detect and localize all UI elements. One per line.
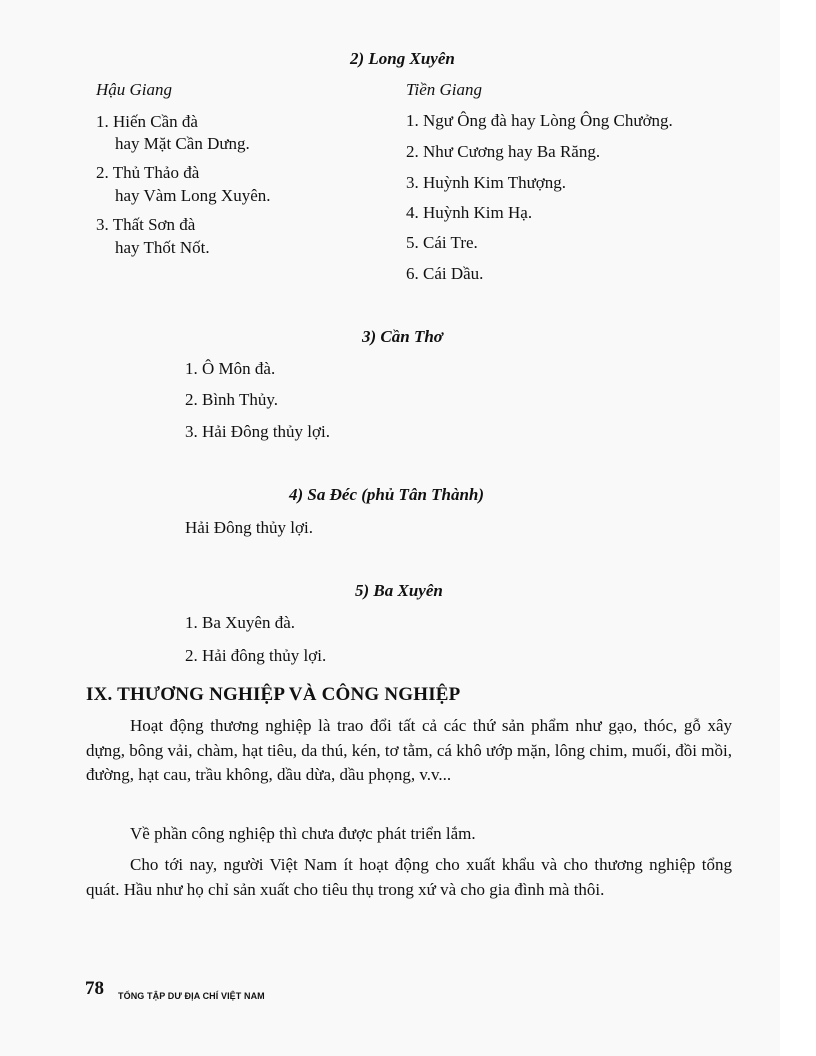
list-item: 2. Bình Thủy. (185, 390, 279, 409)
section-title-sa-dec: 4) Sa Đéc (phủ Tân Thành) (289, 485, 485, 504)
list-item-continuation: hay Mặt Cần Dưng. (115, 134, 250, 153)
list-item-continuation: hay Vàm Long Xuyên. (115, 186, 271, 205)
column-heading-tien-giang: Tiền Giang (406, 80, 483, 99)
list-item-continuation: hay Thốt Nốt. (115, 238, 210, 257)
list-item: 4. Huỳnh Kim Hạ. (406, 203, 533, 222)
section-text: Hải Đông thủy lợi. (185, 518, 313, 537)
list-item: 3. Thất Sơn đà (96, 215, 196, 234)
paragraph: Cho tới nay, người Việt Nam ít hoạt động cho xuất khẩu và cho thương nghiệp tổng quát. Hầu như họ chỉ sản xuất cho tiêu thụ trong xứ và cho gia đình mà thôi. (86, 855, 732, 899)
running-footer-title: TỔNG TẬP DƯ ĐỊA CHÍ VIỆT NAM (118, 991, 265, 1001)
list-item: 1. Hiến Cần đà (96, 112, 198, 131)
list-item: 3. Huỳnh Kim Thượng. (406, 173, 567, 192)
section-title-ba-xuyen: 5) Ba Xuyên (355, 581, 443, 600)
page-number: 78 (85, 978, 104, 999)
list-item: 1. Ngư Ông đà hay Lòng Ông Chưởng. (406, 111, 673, 130)
list-item: 3. Hải Đông thủy lợi. (185, 422, 330, 441)
paragraph: Về phần công nghiệp thì chưa được phát triển lắm. (130, 824, 476, 843)
list-item: 1. Ô Môn đà. (185, 359, 276, 378)
list-item: 2. Thủ Thảo đà (96, 163, 200, 182)
list-item: 1. Ba Xuyên đà. (185, 613, 296, 632)
list-item: 6. Cái Dầu. (406, 264, 484, 283)
list-item: 5. Cái Tre. (406, 233, 478, 252)
section-title-can-tho: 3) Cần Thơ (362, 327, 443, 346)
list-item: 2. Như Cương hay Ba Răng. (406, 142, 601, 161)
list-item: 2. Hải đông thủy lợi. (185, 646, 327, 665)
paragraph: Hoạt động thương nghiệp là trao đổi tất cả các thứ sản phẩm như gạo, thóc, gỗ xây dựng, bông vải, chàm, hạt tiêu, da thú, kén, tơ tằm, cá khô ướp mặn, lông chim, muối, đồi mồi, đường, hạt cau, trầu không, dầu dừa, dầu phọng, v.v... (86, 716, 732, 784)
chapter-heading: IX. THƯƠNG NGHIỆP VÀ CÔNG NGHIỆP (86, 684, 461, 705)
column-heading-hau-giang: Hậu Giang (96, 80, 173, 99)
section-title-long-xuyen: 2) Long Xuyên (350, 49, 455, 68)
